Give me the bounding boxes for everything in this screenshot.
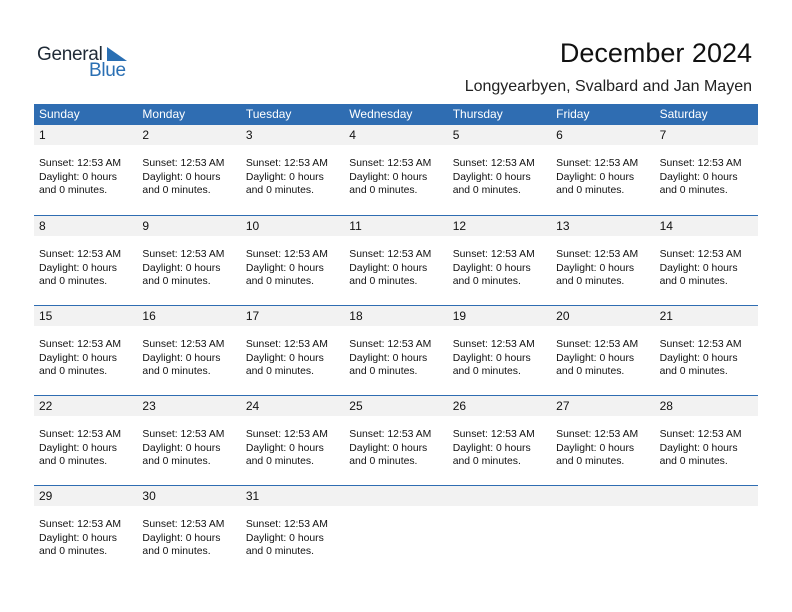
day-minutes-text: and 0 minutes. <box>142 185 211 196</box>
day-daylight-text: Daylight: 0 hours <box>556 442 635 454</box>
calendar-grid <box>34 104 758 575</box>
day-minutes-text: and 0 minutes. <box>556 276 625 287</box>
weekday-tuesday: Tuesday <box>245 107 292 121</box>
day-number: 29 <box>39 489 53 503</box>
day-number: 2 <box>142 128 150 142</box>
day-cell <box>34 248 137 289</box>
day-cell <box>344 428 447 469</box>
day-cell <box>137 428 240 469</box>
day-minutes-text: and 0 minutes. <box>245 456 315 467</box>
week-body <box>34 145 758 198</box>
day-cell <box>448 338 551 379</box>
day-minutes-text: and 0 minutes. <box>39 456 108 467</box>
day-number: 19 <box>452 309 467 323</box>
day-daylight-text: Daylight: 0 hours <box>349 442 428 454</box>
day-sunset-text: Sunset: 12:53 AM <box>142 339 225 350</box>
day-cell <box>241 428 344 469</box>
day-cell <box>448 428 551 469</box>
day-sunset-text: Sunset: 12:53 AM <box>349 158 432 169</box>
day-minutes-text: and 0 minutes. <box>39 276 108 287</box>
logo-text-blue: Blue <box>89 60 126 81</box>
day-minutes-text: and 0 minutes. <box>556 456 625 467</box>
day-daylight-text: Daylight: 0 hours <box>142 171 221 183</box>
day-daylight-text: Daylight: 0 hours <box>245 442 324 454</box>
day-sunset-text: Sunset: 12:53 AM <box>245 519 328 530</box>
day-sunset-text: Sunset: 12:53 AM <box>142 429 225 440</box>
day-daylight-text: Daylight: 0 hours <box>452 442 531 454</box>
day-number <box>448 486 551 506</box>
day-cell <box>655 518 758 559</box>
day-number: 12 <box>452 219 467 233</box>
day-daylight-text: Daylight: 0 hours <box>659 171 738 183</box>
day-minutes-text: and 0 minutes. <box>349 366 418 377</box>
day-daylight-text: Daylight: 0 hours <box>556 262 635 274</box>
day-minutes-text: and 0 minutes. <box>349 456 418 467</box>
logo-triangle-icon <box>107 47 129 61</box>
day-minutes-text: and 0 minutes. <box>452 456 521 467</box>
day-minutes-text: and 0 minutes. <box>245 546 315 557</box>
page-title: December 2024 <box>559 38 752 68</box>
day-number: 20 <box>556 309 570 323</box>
week-body <box>34 506 758 559</box>
day-number: 18 <box>349 309 363 323</box>
day-cell <box>655 338 758 379</box>
day-number: 31 <box>245 489 260 503</box>
week-date-bar <box>34 485 758 506</box>
day-daylight-text: Daylight: 0 hours <box>349 262 428 274</box>
day-number: 6 <box>556 128 563 142</box>
day-sunset-text: Sunset: 12:53 AM <box>349 339 432 350</box>
day-minutes-text: and 0 minutes. <box>142 276 211 287</box>
location-subtitle: Longyearbyen, Svalbard and Jan Mayen <box>464 78 752 95</box>
weekday-wednesday: Wednesday <box>349 107 413 121</box>
day-daylight-text: Daylight: 0 hours <box>142 352 221 364</box>
day-cell <box>551 428 654 469</box>
day-sunset-text: Sunset: 12:53 AM <box>39 429 122 440</box>
day-number: 8 <box>39 219 46 233</box>
day-sunset-text: Sunset: 12:53 AM <box>659 429 742 440</box>
day-sunset-text: Sunset: 12:53 AM <box>659 249 742 260</box>
day-sunset-text: Sunset: 12:53 AM <box>349 429 432 440</box>
day-number: 7 <box>659 128 667 142</box>
generalblue-logo <box>37 42 137 82</box>
day-daylight-text: Daylight: 0 hours <box>349 171 428 183</box>
calendar-week <box>34 125 758 215</box>
day-cell <box>655 248 758 289</box>
weekday-header <box>34 104 758 125</box>
weekday-friday: Friday <box>556 107 590 121</box>
calendar-week <box>34 215 758 305</box>
day-sunset-text: Sunset: 12:53 AM <box>39 339 122 350</box>
calendar-weeks <box>34 125 758 575</box>
day-minutes-text: and 0 minutes. <box>659 456 728 467</box>
day-minutes-text: and 0 minutes. <box>142 546 211 557</box>
day-sunset-text: Sunset: 12:53 AM <box>556 339 639 350</box>
day-cell <box>344 518 447 559</box>
day-sunset-text: Sunset: 12:53 AM <box>245 339 328 350</box>
day-sunset-text: Sunset: 12:53 AM <box>452 339 535 350</box>
logo-text-general: General <box>37 44 103 65</box>
day-minutes-text: and 0 minutes. <box>245 185 315 196</box>
day-sunset-text: Sunset: 12:53 AM <box>39 519 122 530</box>
day-daylight-text: Daylight: 0 hours <box>245 262 324 274</box>
calendar-week <box>34 305 758 395</box>
day-sunset-text: Sunset: 12:53 AM <box>556 429 639 440</box>
day-sunset-text: Sunset: 12:53 AM <box>452 429 535 440</box>
day-number: 10 <box>245 219 260 233</box>
day-minutes-text: and 0 minutes. <box>245 366 315 377</box>
day-cell <box>551 338 654 379</box>
day-number <box>551 486 654 506</box>
day-number: 26 <box>452 399 467 413</box>
weekday-monday: Monday <box>142 107 186 121</box>
week-date-bar <box>34 125 758 145</box>
day-number: 9 <box>142 219 150 233</box>
day-cell <box>137 338 240 379</box>
day-number: 13 <box>556 219 570 233</box>
day-sunset-text: Sunset: 12:53 AM <box>39 158 122 169</box>
day-daylight-text: Daylight: 0 hours <box>556 171 635 183</box>
day-daylight-text: Daylight: 0 hours <box>142 532 221 544</box>
day-minutes-text: and 0 minutes. <box>452 276 521 287</box>
day-daylight-text: Daylight: 0 hours <box>245 532 324 544</box>
day-sunset-text: Sunset: 12:53 AM <box>452 249 535 260</box>
day-minutes-text: and 0 minutes. <box>556 185 625 196</box>
day-minutes-text: and 0 minutes. <box>556 366 625 377</box>
day-sunset-text: Sunset: 12:53 AM <box>659 339 742 350</box>
day-number: 1 <box>39 128 46 142</box>
day-number: 30 <box>142 489 156 503</box>
day-minutes-text: and 0 minutes. <box>142 456 211 467</box>
day-sunset-text: Sunset: 12:53 AM <box>142 519 225 530</box>
day-cell <box>241 338 344 379</box>
day-daylight-text: Daylight: 0 hours <box>452 262 531 274</box>
week-date-bar <box>34 305 758 326</box>
day-daylight-text: Daylight: 0 hours <box>245 352 324 364</box>
day-sunset-text: Sunset: 12:53 AM <box>556 158 639 169</box>
day-sunset-text: Sunset: 12:53 AM <box>245 429 328 440</box>
day-number: 23 <box>142 399 156 413</box>
day-cell <box>34 338 137 379</box>
day-number: 3 <box>245 128 253 142</box>
day-sunset-text: Sunset: 12:53 AM <box>659 158 742 169</box>
day-cell <box>448 248 551 289</box>
day-minutes-text: and 0 minutes. <box>349 276 418 287</box>
day-minutes-text: and 0 minutes. <box>39 185 108 196</box>
day-daylight-text: Daylight: 0 hours <box>39 352 117 364</box>
day-sunset-text: Sunset: 12:53 AM <box>142 158 225 169</box>
day-cell <box>137 248 240 289</box>
day-minutes-text: and 0 minutes. <box>245 276 315 287</box>
day-cell <box>34 157 137 198</box>
day-cell <box>448 518 551 559</box>
day-cell <box>344 338 447 379</box>
day-cell <box>344 157 447 198</box>
day-minutes-text: and 0 minutes. <box>39 546 108 557</box>
day-number <box>655 486 758 506</box>
day-daylight-text: Daylight: 0 hours <box>39 532 117 544</box>
week-date-bar <box>34 215 758 236</box>
day-daylight-text: Daylight: 0 hours <box>39 442 117 454</box>
day-cell <box>137 157 240 198</box>
day-cell <box>655 157 758 198</box>
day-cell <box>34 518 137 559</box>
weekday-sunday: Sunday <box>39 107 80 121</box>
day-number: 15 <box>39 309 53 323</box>
day-daylight-text: Daylight: 0 hours <box>245 171 324 183</box>
day-sunset-text: Sunset: 12:53 AM <box>452 158 535 169</box>
day-minutes-text: and 0 minutes. <box>39 366 108 377</box>
day-sunset-text: Sunset: 12:53 AM <box>39 249 122 260</box>
day-number: 22 <box>39 399 53 413</box>
day-daylight-text: Daylight: 0 hours <box>142 262 221 274</box>
day-minutes-text: and 0 minutes. <box>142 366 211 377</box>
week-body <box>34 416 758 469</box>
day-number: 21 <box>659 309 673 323</box>
day-number <box>344 486 447 506</box>
day-number: 25 <box>349 399 363 413</box>
day-daylight-text: Daylight: 0 hours <box>349 352 428 364</box>
day-number: 11 <box>349 219 362 233</box>
day-daylight-text: Daylight: 0 hours <box>452 171 531 183</box>
day-cell <box>241 248 344 289</box>
day-minutes-text: and 0 minutes. <box>349 185 418 196</box>
day-cell <box>448 157 551 198</box>
day-number: 14 <box>659 219 673 233</box>
day-cell <box>551 248 654 289</box>
day-daylight-text: Daylight: 0 hours <box>39 262 117 274</box>
day-sunset-text: Sunset: 12:53 AM <box>142 249 225 260</box>
day-sunset-text: Sunset: 12:53 AM <box>556 249 639 260</box>
day-cell <box>137 518 240 559</box>
day-minutes-text: and 0 minutes. <box>452 185 521 196</box>
day-sunset-text: Sunset: 12:53 AM <box>245 249 328 260</box>
day-sunset-text: Sunset: 12:53 AM <box>349 249 432 260</box>
day-number: 5 <box>452 128 460 142</box>
day-number: 28 <box>659 399 673 413</box>
day-number: 24 <box>245 399 260 413</box>
day-cell <box>344 248 447 289</box>
day-minutes-text: and 0 minutes. <box>659 276 728 287</box>
day-cell <box>34 428 137 469</box>
day-number: 16 <box>142 309 156 323</box>
week-date-bar <box>34 395 758 416</box>
day-number: 17 <box>245 309 260 323</box>
day-daylight-text: Daylight: 0 hours <box>142 442 221 454</box>
week-body <box>34 236 758 289</box>
day-cell <box>241 518 344 559</box>
week-body <box>34 326 758 379</box>
weekday-thursday: Thursday <box>452 107 503 121</box>
day-cell <box>241 157 344 198</box>
day-number: 4 <box>349 128 356 142</box>
day-cell <box>551 157 654 198</box>
day-daylight-text: Daylight: 0 hours <box>39 171 117 183</box>
day-number: 27 <box>556 399 570 413</box>
calendar-week <box>34 395 758 485</box>
calendar-week <box>34 485 758 575</box>
day-cell <box>551 518 654 559</box>
day-minutes-text: and 0 minutes. <box>659 185 728 196</box>
day-minutes-text: and 0 minutes. <box>452 366 521 377</box>
day-minutes-text: and 0 minutes. <box>659 366 728 377</box>
day-daylight-text: Daylight: 0 hours <box>556 352 635 364</box>
day-sunset-text: Sunset: 12:53 AM <box>245 158 328 169</box>
day-daylight-text: Daylight: 0 hours <box>659 262 738 274</box>
day-cell <box>655 428 758 469</box>
day-daylight-text: Daylight: 0 hours <box>659 442 738 454</box>
weekday-saturday: Saturday <box>659 107 708 121</box>
day-daylight-text: Daylight: 0 hours <box>659 352 738 364</box>
day-daylight-text: Daylight: 0 hours <box>452 352 531 364</box>
